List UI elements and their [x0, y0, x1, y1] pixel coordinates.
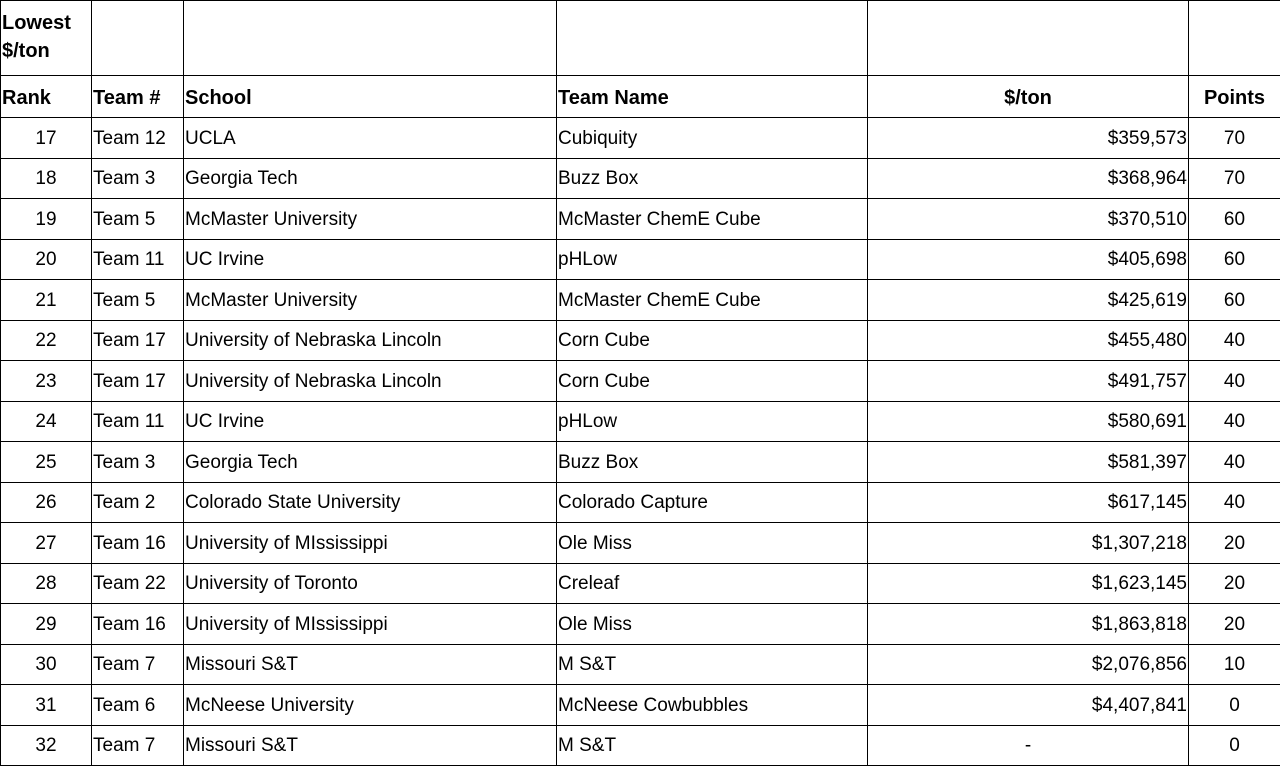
rank-cell: 21 — [1, 280, 92, 321]
team-name-cell: McNeese Cowbubbles — [557, 685, 868, 726]
table-row — [1, 401, 1280, 442]
team-number-cell: Team 7 — [92, 725, 184, 766]
points-cell: 60 — [1189, 239, 1280, 280]
team-number-cell: Team 16 — [92, 604, 184, 645]
team-name-cell: Ole Miss — [557, 604, 868, 645]
cost-cell: $491,757 — [868, 361, 1189, 402]
school-cell: UC Irvine — [184, 401, 557, 442]
school-cell: University of Nebraska Lincoln — [184, 320, 557, 361]
team-number-cell: Team 11 — [92, 239, 184, 280]
rank-cell: 29 — [1, 604, 92, 645]
school-cell: McNeese University — [184, 685, 557, 726]
points-cell: 40 — [1189, 482, 1280, 523]
team-number-cell: Team 5 — [92, 199, 184, 240]
school-cell: Missouri S&T — [184, 644, 557, 685]
points-cell: 60 — [1189, 280, 1280, 321]
team-name-cell: pHLow — [557, 401, 868, 442]
points-cell: 40 — [1189, 401, 1280, 442]
team-name-cell: M S&T — [557, 644, 868, 685]
team-name-cell: M S&T — [557, 725, 868, 766]
table-row — [1, 563, 1280, 604]
team-name-cell: Creleaf — [557, 563, 868, 604]
cost-cell: - — [868, 725, 1189, 766]
team-number-cell: Team 6 — [92, 685, 184, 726]
points-cell: 70 — [1189, 158, 1280, 199]
header-school: School — [184, 76, 557, 118]
rank-cell: 17 — [1, 118, 92, 159]
points-cell: 0 — [1189, 685, 1280, 726]
cost-cell: $1,863,818 — [868, 604, 1189, 645]
school-cell: Georgia Tech — [184, 442, 557, 483]
points-cell: 20 — [1189, 563, 1280, 604]
team-number-cell: Team 7 — [92, 644, 184, 685]
table-row — [1, 158, 1280, 199]
rank-cell: 26 — [1, 482, 92, 523]
school-cell: University of Nebraska Lincoln — [184, 361, 557, 402]
team-name-cell: Corn Cube — [557, 320, 868, 361]
table-row — [1, 280, 1280, 321]
team-number-cell: Team 5 — [92, 280, 184, 321]
empty-cell — [868, 1, 1189, 76]
table-body — [1, 118, 1280, 766]
table-row — [1, 199, 1280, 240]
points-cell: 20 — [1189, 523, 1280, 564]
team-number-cell: Team 16 — [92, 523, 184, 564]
rank-cell: 20 — [1, 239, 92, 280]
header-team: Team # — [92, 76, 184, 118]
header-rank: Rank — [1, 76, 92, 118]
cost-cell: $580,691 — [868, 401, 1189, 442]
rank-cell: 27 — [1, 523, 92, 564]
rank-cell: 28 — [1, 563, 92, 604]
rank-cell: 23 — [1, 361, 92, 402]
team-number-cell: Team 3 — [92, 442, 184, 483]
rank-cell: 25 — [1, 442, 92, 483]
empty-cell — [1189, 1, 1280, 76]
cost-cell: $368,964 — [868, 158, 1189, 199]
table-row — [1, 685, 1280, 726]
cost-cell: $405,698 — [868, 239, 1189, 280]
school-cell: UCLA — [184, 118, 557, 159]
team-name-cell: Corn Cube — [557, 361, 868, 402]
team-name-cell: McMaster ChemE Cube — [557, 199, 868, 240]
rank-cell: 31 — [1, 685, 92, 726]
table-row — [1, 482, 1280, 523]
points-cell: 70 — [1189, 118, 1280, 159]
cost-cell: $359,573 — [868, 118, 1189, 159]
header-team-name: Team Name — [557, 76, 868, 118]
team-number-cell: Team 17 — [92, 320, 184, 361]
school-cell: University of MIssissippi — [184, 523, 557, 564]
cost-cell: $2,076,856 — [868, 644, 1189, 685]
cost-cell: $617,145 — [868, 482, 1189, 523]
cost-cell: $1,307,218 — [868, 523, 1189, 564]
points-cell: 20 — [1189, 604, 1280, 645]
rank-cell: 32 — [1, 725, 92, 766]
points-cell: 10 — [1189, 644, 1280, 685]
title-line-1: Lowest — [2, 12, 71, 34]
header-points: Points — [1189, 76, 1280, 118]
empty-cell — [92, 1, 184, 76]
team-name-cell: McMaster ChemE Cube — [557, 280, 868, 321]
table-row — [1, 725, 1280, 766]
team-name-cell: Colorado Capture — [557, 482, 868, 523]
cost-cell: $581,397 — [868, 442, 1189, 483]
table-row — [1, 523, 1280, 564]
header-row — [1, 76, 1280, 118]
table-title — [1, 1, 92, 76]
table-row — [1, 361, 1280, 402]
rank-cell: 18 — [1, 158, 92, 199]
cost-cell: $455,480 — [868, 320, 1189, 361]
school-cell: Georgia Tech — [184, 158, 557, 199]
team-name-cell: Cubiquity — [557, 118, 868, 159]
points-cell: 40 — [1189, 442, 1280, 483]
cost-cell: $4,407,841 — [868, 685, 1189, 726]
school-cell: McMaster University — [184, 280, 557, 321]
team-number-cell: Team 3 — [92, 158, 184, 199]
team-number-cell: Team 11 — [92, 401, 184, 442]
title-row — [1, 1, 1280, 76]
points-cell: 40 — [1189, 361, 1280, 402]
cost-cell: $1,623,145 — [868, 563, 1189, 604]
table-row — [1, 239, 1280, 280]
rank-cell: 22 — [1, 320, 92, 361]
cost-cell: $370,510 — [868, 199, 1189, 240]
school-cell: University of MIssissippi — [184, 604, 557, 645]
school-cell: UC Irvine — [184, 239, 557, 280]
school-cell: McMaster University — [184, 199, 557, 240]
table-row — [1, 442, 1280, 483]
rank-cell: 24 — [1, 401, 92, 442]
team-name-cell: Buzz Box — [557, 158, 868, 199]
points-cell: 60 — [1189, 199, 1280, 240]
team-name-cell: pHLow — [557, 239, 868, 280]
team-number-cell: Team 17 — [92, 361, 184, 402]
team-name-cell: Buzz Box — [557, 442, 868, 483]
header-cost: $/ton — [868, 76, 1189, 118]
empty-cell — [557, 1, 868, 76]
table-row — [1, 118, 1280, 159]
team-name-cell: Ole Miss — [557, 523, 868, 564]
school-cell: University of Toronto — [184, 563, 557, 604]
points-cell: 40 — [1189, 320, 1280, 361]
rank-cell: 19 — [1, 199, 92, 240]
team-number-cell: Team 22 — [92, 563, 184, 604]
team-number-cell: Team 12 — [92, 118, 184, 159]
empty-cell — [184, 1, 557, 76]
title-line-2: $/ton — [2, 40, 50, 62]
cost-cell: $425,619 — [868, 280, 1189, 321]
team-number-cell: Team 2 — [92, 482, 184, 523]
table-row — [1, 604, 1280, 645]
school-cell: Missouri S&T — [184, 725, 557, 766]
points-cell: 0 — [1189, 725, 1280, 766]
rank-cell: 30 — [1, 644, 92, 685]
school-cell: Colorado State University — [184, 482, 557, 523]
table-row — [1, 320, 1280, 361]
table-row — [1, 644, 1280, 685]
